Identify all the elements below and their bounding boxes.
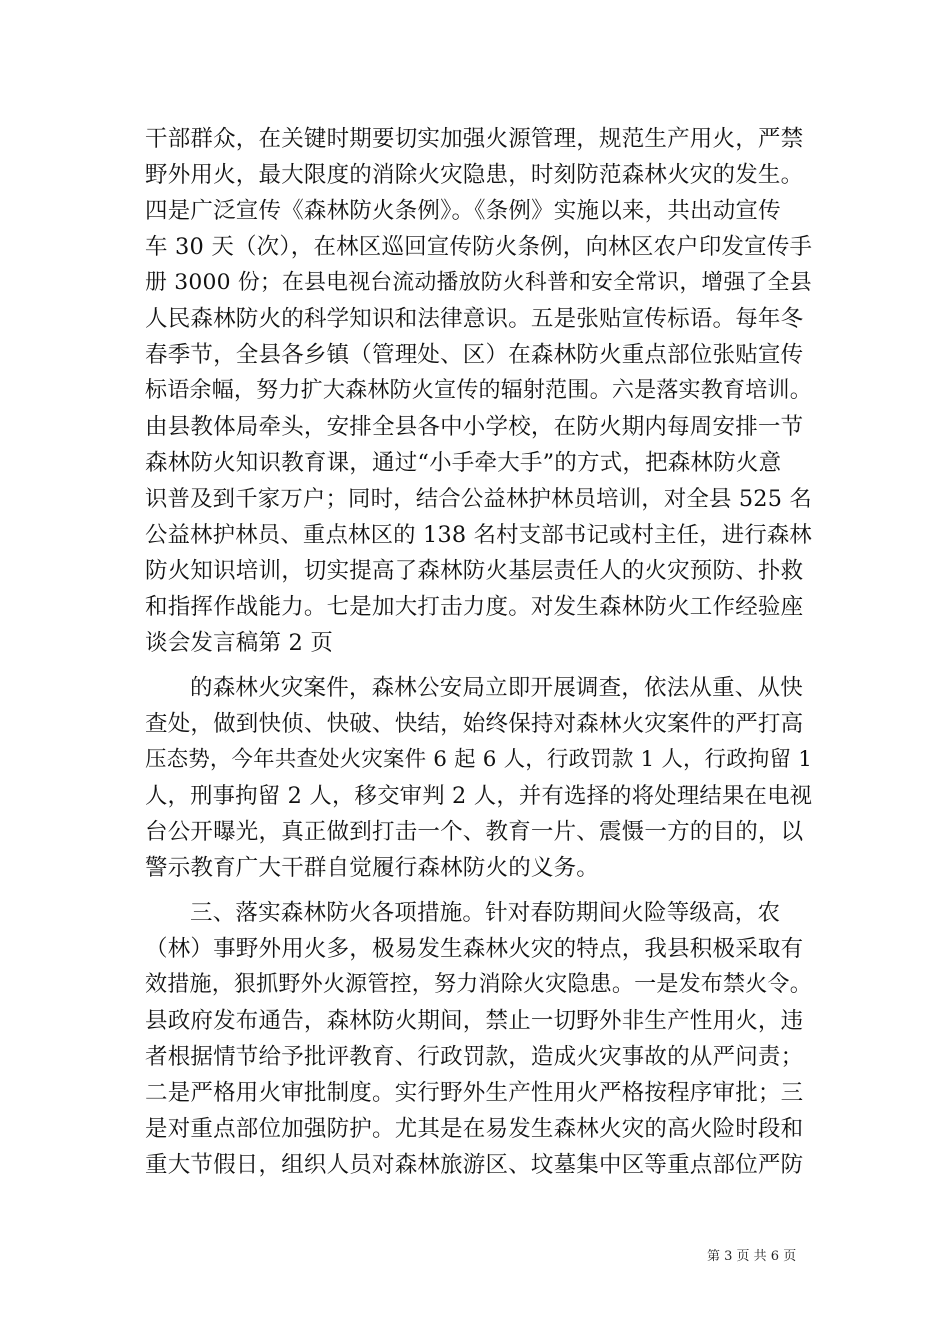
text-line: 压态势，今年共查处火灾案件 6 起 6 人，行政罚款 1 人，行政拘留 1 (145, 747, 813, 772)
text-line: 春季节，全县各乡镇（管理处、区）在森林防火重点部位张贴宣传 (145, 342, 804, 368)
text-line: 标语余幅，努力扩大森林防火宣传的辐射范围。六是落实教育培训。 (145, 378, 812, 403)
text-line: 车 30 天（次），在林区巡回宣传防火条例，向林区农户印发宣传手 (145, 234, 813, 260)
text-line: 由县教体局牵头，安排全县各中小学校，在防火期内每周安排一节 (145, 414, 804, 440)
text-line: 效措施，狠抓野外火源管控，努力消除火灾隐患。一是发布禁火令。 (145, 972, 812, 997)
text-line: 的森林火灾案件，森林公安局立即开展调查，依法从重、从快 (190, 675, 803, 701)
text-line: 县政府发布通告，森林防火期间，禁止一切野外非生产性用火，违 (145, 1008, 804, 1034)
text-line: 警示教育广大干群自觉履行森林防火的义务。 (145, 855, 600, 881)
text-line: 干部群众，在关键时期要切实加强火源管理，规范生产用火，严禁 (145, 126, 804, 152)
text-line: 人民森林防火的科学知识和法律意识。五是张贴宣传标语。每年冬 (145, 306, 804, 332)
text-line: 二是严格用火审批制度。实行野外生产性用火严格按程序审批；三 (145, 1080, 804, 1106)
text-line: 台公开曝光，真正做到打击一个、教育一片、震慑一方的目的，以 (145, 819, 804, 845)
page-number-footer: 第 3 页 共 6 页 (707, 1249, 797, 1264)
text-line: 防火知识培训，切实提高了森林防火基层责任人的火灾预防、扑救 (145, 558, 804, 584)
text-line: 重大节假日，组织人员对森林旅游区、坟墓集中区等重点部位严防 (145, 1152, 804, 1178)
text-line: 森林防火知识教育课，通过“小手牵大手”的方式，把森林防火意 (145, 450, 782, 476)
text-line: 四是广泛宣传《森林防火条例》。《条例》实施以来，共出动宣传 (145, 198, 781, 224)
text-line: 谈会发言稿第 2 页 (145, 630, 334, 656)
text-line: 册 3000 份；在县电视台流动播放防火科普和安全常识，增强了全县 (145, 270, 812, 295)
text-line: 和指挥作战能力。七是加大打击力度。对发生森林防火工作经验座 (145, 594, 804, 620)
text-line: 是对重点部位加强防护。尤其是在易发生森林火灾的高火险时段和 (145, 1116, 804, 1142)
text-line: （林）事野外用火多，极易发生森林火灾的特点，我县积极采取有 (145, 936, 804, 962)
text-line: 野外用火，最大限度的消除火灾隐患，时刻防范森林火灾的发生。 (145, 162, 804, 188)
text-line: 查处，做到快侦、快破、快结，始终保持对森林火灾案件的严打高 (145, 711, 804, 737)
text-line: 公益林护林员、重点林区的 138 名村支部书记或村主任，进行森林 (145, 522, 812, 548)
text-line: 者根据情节给予批评教育、行政罚款，造成火灾事故的从严问责； (145, 1044, 804, 1070)
text-line: 识普及到千家万户；同时，结合公益林护林员培训，对全县 525 名 (145, 486, 812, 512)
text-line: 三、落实森林防火各项措施。针对春防期间火险等级高，农 (190, 900, 781, 926)
text-line: 人，刑事拘留 2 人，移交审判 2 人，并有选择的将处理结果在电视 (145, 783, 813, 809)
